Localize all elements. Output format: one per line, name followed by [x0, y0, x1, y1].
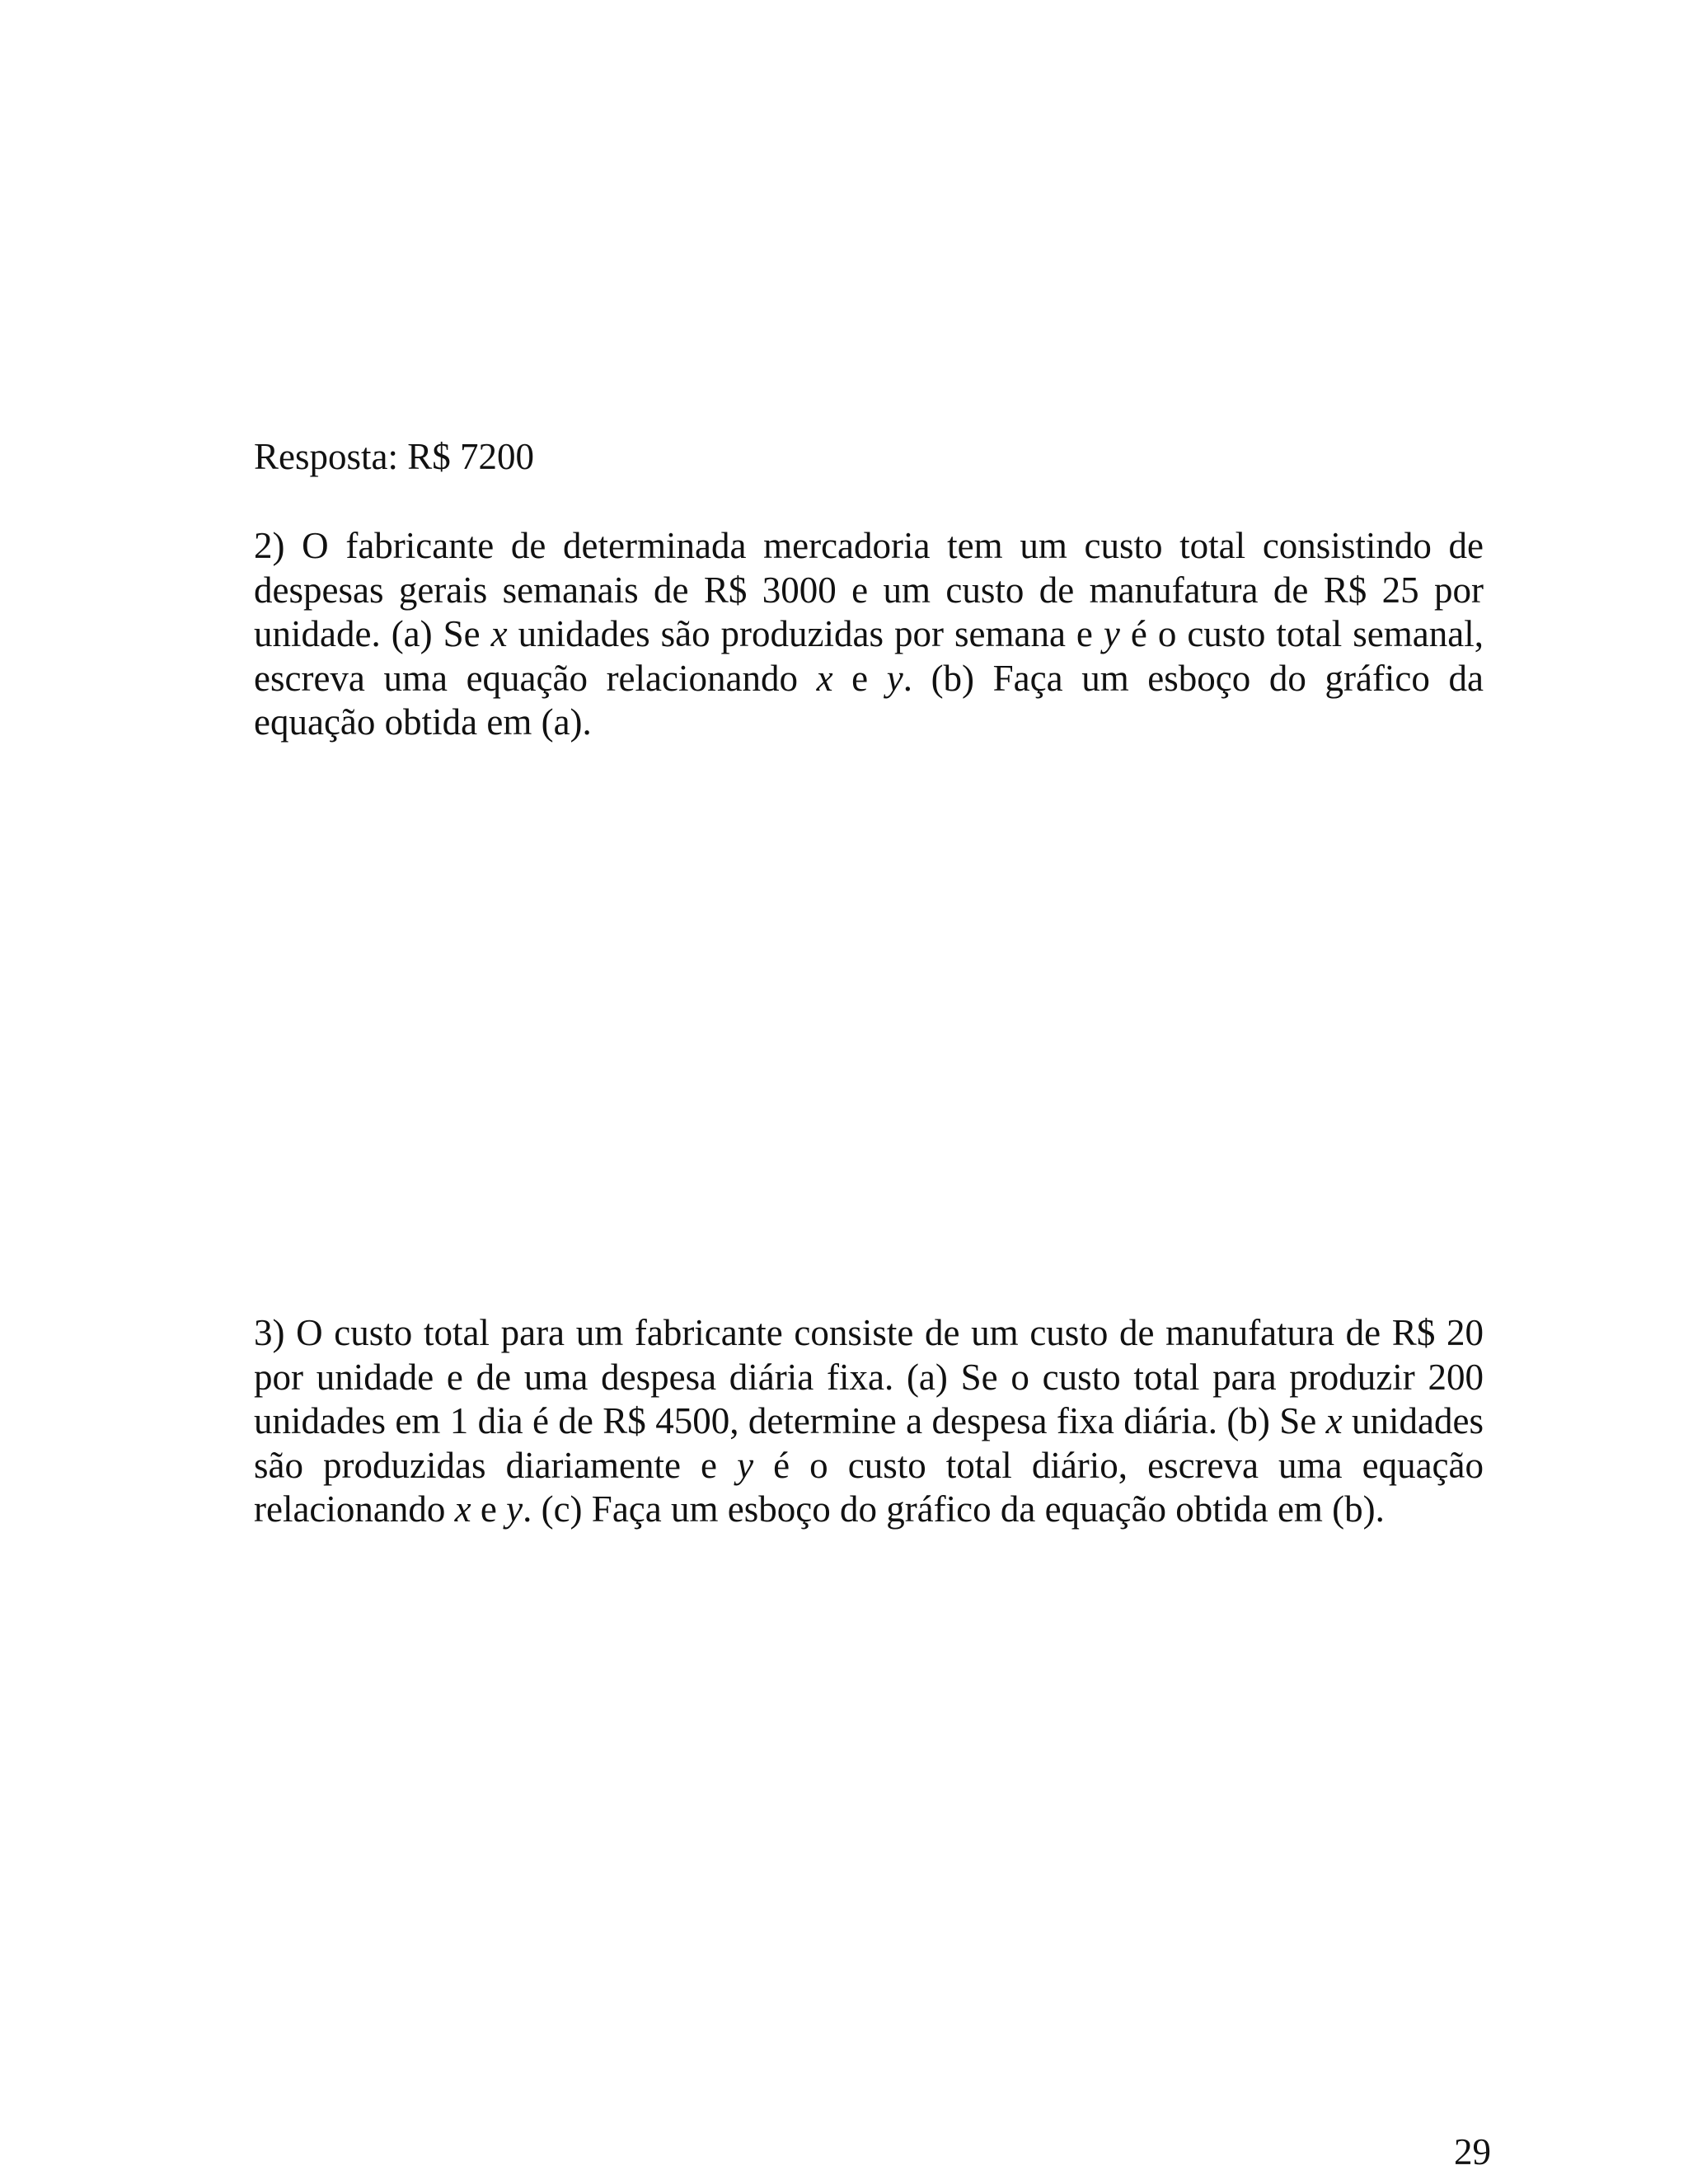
problem-2-text-3: é o custo total semanal, escreva uma equação relacionando: [254, 613, 1484, 699]
problem-3-text-3: é o custo total diário, escreva uma equação relacionando: [254, 1444, 1484, 1530]
variable-y: y: [886, 657, 903, 699]
problem-3-text-4: e: [471, 1488, 507, 1530]
problem-2-text-5: . (b) Faça um esboço do gráfico da equação obtida em (a).: [254, 657, 1484, 743]
problem-2: [254, 524, 1484, 745]
answer-text: Resposta: R$ 7200: [254, 436, 535, 477]
variable-x: x: [490, 613, 508, 654]
variable-x: x: [454, 1488, 471, 1530]
variable-y: y: [506, 1488, 523, 1530]
variable-x: x: [1325, 1400, 1343, 1441]
problem-3-text-5: . (c) Faça um esboço do gráfico da equação obtida em (b).: [523, 1488, 1385, 1530]
problem-3-text-2: unidades são produzidas diariamente e: [254, 1400, 1484, 1486]
problem-3: [254, 1311, 1484, 1532]
variable-y: y: [737, 1444, 754, 1486]
problem-2-text-2: unidades são produzidas por semana e: [507, 613, 1104, 654]
variable-y: y: [1103, 613, 1120, 654]
problem-2-text-4: e: [832, 657, 887, 699]
variable-x: x: [816, 657, 833, 699]
problem-2-text-1: 2) O fabricante de determinada mercadoria tem um custo total consistindo de despesas gerais semanais de R$ 3000 e um custo de manufatura de R$ 25 por unidade. (a) Se: [254, 525, 1484, 654]
page-number: 29: [1454, 2131, 1491, 2172]
problem-3-text-1: 3) O custo total para um fabricante consiste de um custo de manufatura de R$ 20 por unidade e de uma despesa diária fixa. (a) Se o custo total para produzir 200 unidades em 1 dia é de R$ 4500, determine a despesa fixa diária. (b) Se: [254, 1312, 1484, 1441]
